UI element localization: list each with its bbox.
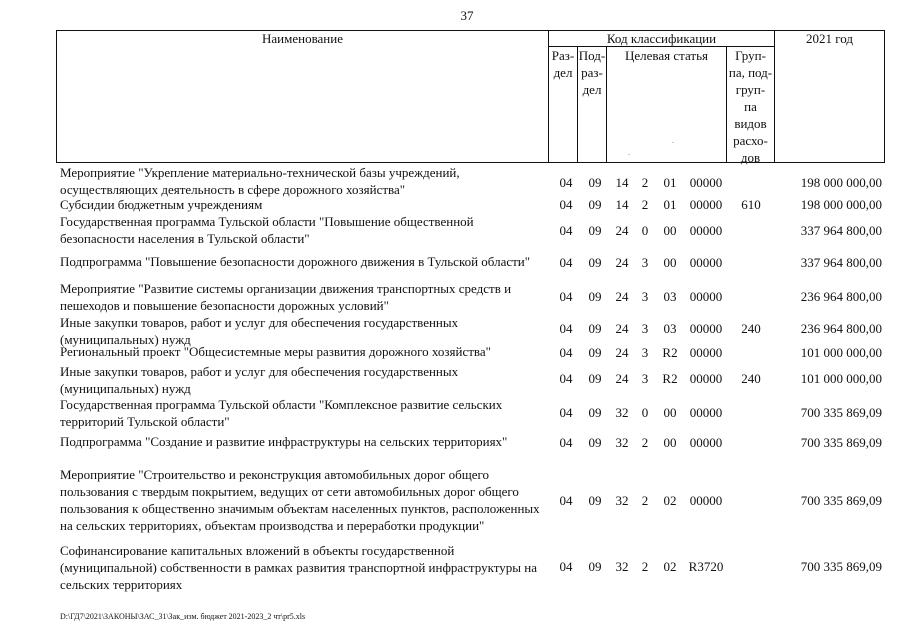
- row-amount: 337 964 800,00: [800, 255, 882, 270]
- row-code-c4: 00000: [689, 175, 723, 190]
- row-code-pr: 09: [588, 345, 602, 360]
- row-amount: 101 000 000,00: [800, 345, 882, 360]
- header-year: 2021 год: [774, 30, 885, 163]
- row-code-c1: 14: [615, 175, 629, 190]
- row-code-c1: 24: [615, 321, 629, 336]
- row-name: Подпрограмма "Создание и развитие инфраструктуры на сельских территориях": [60, 434, 508, 449]
- row-code-c3: 02: [663, 559, 677, 574]
- row-code-c2: 2: [641, 493, 649, 508]
- row-code-c2: 2: [641, 197, 649, 212]
- row-code-c1: 32: [615, 405, 629, 420]
- row-code-c2: 3: [641, 321, 649, 336]
- row-code-rz: 04: [559, 405, 573, 420]
- row-code-rz: 04: [559, 493, 573, 508]
- row-code-c3: 03: [663, 289, 677, 304]
- row-code-pr: 09: [588, 197, 602, 212]
- row-code-c3: 01: [663, 175, 677, 190]
- row-code-vr: 240: [741, 321, 761, 336]
- row-code-c3: 03: [663, 321, 677, 336]
- row-code-pr: 09: [588, 175, 602, 190]
- row-code-c2: 2: [641, 559, 649, 574]
- page-number: 37: [460, 8, 474, 23]
- row-code-c4: 00000: [689, 435, 723, 450]
- row-code-c4: R3720: [688, 559, 724, 574]
- row-code-c3: 02: [663, 493, 677, 508]
- row-code-pr: 09: [588, 321, 602, 336]
- row-name: Государственная программа Тульской области "Комплексное развитие сельских территорий Тульской области": [60, 397, 503, 429]
- row-amount: 700 335 869,09: [800, 559, 882, 574]
- row-code-c3: 00: [663, 223, 677, 238]
- row-name: Региональный проект "Общесистемные меры развития дорожного хозяйства": [60, 344, 491, 359]
- row-name: Мероприятие "Укрепление материально-технической базы учреждений, осуществляющих деятельность в сфере дорожного хозяйства": [60, 165, 460, 197]
- row-code-c4: 00000: [689, 289, 723, 304]
- header-name: Наименование: [56, 30, 549, 163]
- row-amount: 700 335 869,09: [800, 435, 882, 450]
- row-code-rz: 04: [559, 289, 573, 304]
- row-code-c1: 24: [615, 345, 629, 360]
- row-code-pr: 09: [588, 223, 602, 238]
- row-amount: 337 964 800,00: [800, 223, 882, 238]
- row-code-c4: 00000: [689, 223, 723, 238]
- row-amount: 198 000 000,00: [800, 197, 882, 212]
- row-code-pr: 09: [588, 405, 602, 420]
- row-code-c3: 01: [663, 197, 677, 212]
- row-code-vr: 240: [741, 371, 761, 386]
- row-code-rz: 04: [559, 345, 573, 360]
- row-code-rz: 04: [559, 223, 573, 238]
- row-amount: 236 964 800,00: [800, 321, 882, 336]
- row-code-c3: R2: [662, 371, 678, 386]
- row-code-c2: 3: [641, 371, 649, 386]
- row-code-pr: 09: [588, 493, 602, 508]
- row-amount: 236 964 800,00: [800, 289, 882, 304]
- row-code-c4: 00000: [689, 345, 723, 360]
- row-code-rz: 04: [559, 321, 573, 336]
- row-code-pr: 09: [588, 435, 602, 450]
- row-code-vr: 610: [741, 197, 761, 212]
- header-podrazdel: Под- раз- дел: [577, 46, 607, 163]
- row-code-c3: 00: [663, 435, 677, 450]
- row-code-pr: 09: [588, 255, 602, 270]
- row-code-c1: 24: [615, 223, 629, 238]
- row-code-c4: 00000: [689, 197, 723, 212]
- header-code: Код классификации: [548, 30, 775, 47]
- header-razdel: Раз- дел: [548, 46, 578, 163]
- row-name: Субсидии бюджетным учреждениям: [60, 197, 263, 212]
- row-name: Иные закупки товаров, работ и услуг для обеспечения государственных (муниципальных) нужд: [60, 315, 459, 347]
- row-code-c4: 00000: [689, 371, 723, 386]
- row-name: Подпрограмма "Повышение безопасности дорожного движения в Тульской области": [60, 254, 531, 269]
- header-target: Целевая статья: [606, 46, 727, 163]
- row-code-c2: 0: [641, 405, 649, 420]
- row-name: Иные закупки товаров, работ и услуг для обеспечения государственных (муниципальных) нужд: [60, 364, 459, 396]
- row-code-c1: 14: [615, 197, 629, 212]
- row-amount: 700 335 869,09: [800, 493, 882, 508]
- row-code-c4: 00000: [689, 405, 723, 420]
- row-code-c1: 24: [615, 255, 629, 270]
- scan-mark: .: [628, 148, 630, 157]
- row-code-c4: 00000: [689, 493, 723, 508]
- row-code-c2: 2: [641, 435, 649, 450]
- row-code-c3: R2: [662, 345, 678, 360]
- row-code-c4: 00000: [689, 255, 723, 270]
- row-code-c2: 3: [641, 345, 649, 360]
- row-name: Софинансирование капитальных вложений в объекты государственной (муниципальной) собственности в рамках развития транспортной инфраструктуры на сельских территориях: [60, 543, 537, 592]
- row-code-pr: 09: [588, 371, 602, 386]
- row-code-c1: 24: [615, 371, 629, 386]
- row-amount: 101 000 000,00: [800, 371, 882, 386]
- row-code-rz: 04: [559, 175, 573, 190]
- row-code-c1: 32: [615, 493, 629, 508]
- row-name: Мероприятие "Развитие системы организации движения транспортных средств и пешеходов и повышение безопасности дорожных условий": [60, 281, 512, 313]
- row-code-rz: 04: [559, 559, 573, 574]
- row-code-rz: 04: [559, 435, 573, 450]
- header-group: Груп- па, под- груп- па видов расхо- дов: [726, 46, 775, 163]
- row-code-pr: 09: [588, 559, 602, 574]
- row-code-c3: 00: [663, 405, 677, 420]
- row-code-rz: 04: [559, 255, 573, 270]
- row-name: Государственная программа Тульской области "Повышение общественной безопасности населения в Тульской области": [60, 214, 474, 246]
- row-code-c1: 24: [615, 289, 629, 304]
- row-amount: 198 000 000,00: [800, 175, 882, 190]
- row-code-c3: 00: [663, 255, 677, 270]
- row-amount: 700 335 869,09: [800, 405, 882, 420]
- row-code-c4: 00000: [689, 321, 723, 336]
- row-code-c1: 32: [615, 559, 629, 574]
- row-code-c2: 3: [641, 289, 649, 304]
- row-code-c2: 2: [641, 175, 649, 190]
- row-name: Мероприятие "Строительство и реконструкция автомобильных дорог общего пользования с твердым покрытием, ведущих от сети автомобильных дорог общего пользования к общественно значимым объектам населенных пунктов, расположенных на сельских территориях, объектам производства и переработки продукции": [60, 467, 540, 533]
- row-code-c2: 0: [641, 223, 649, 238]
- row-code-pr: 09: [588, 289, 602, 304]
- row-code-c1: 32: [615, 435, 629, 450]
- scan-mark: .: [672, 136, 674, 145]
- row-code-c2: 3: [641, 255, 649, 270]
- row-code-rz: 04: [559, 371, 573, 386]
- row-code-rz: 04: [559, 197, 573, 212]
- file-path-footer: D:\ГД7\2021\ЗАКОНЫ\ЗАС_31\Зак_изм. бюджет 2021-2023_2 чт\pr5.xls: [60, 612, 306, 621]
